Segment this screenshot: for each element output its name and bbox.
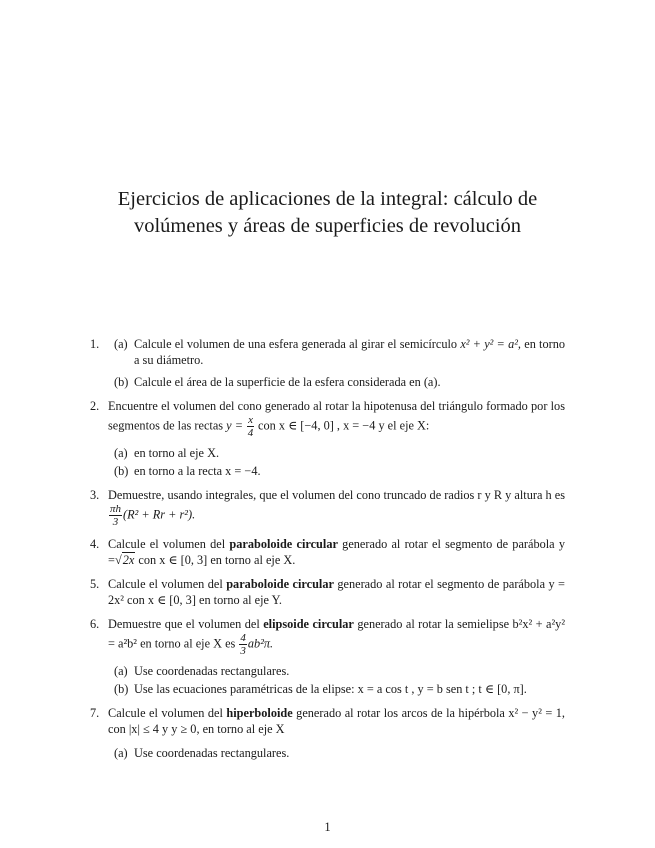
exercise-6a: [108, 663, 565, 679]
exercise-text: generado al rotar el segmento de parábola y = 2x² con x ∈ [0, 3] en torno al eje Y.: [108, 577, 565, 607]
exercise-number: 7.: [90, 706, 100, 720]
title-line-1: Ejercicios de aplicaciones de la integral: cálculo de: [117, 188, 538, 210]
exercise-text: Encuentre el volumen del cono generado al rotar la hipotenusa del triángulo formado por los segmentos de las rectas: [108, 399, 565, 433]
bold-term: paraboloide circular: [226, 577, 334, 591]
exercise-text: Demuestre, usando integrales, que el volumen del cono truncado de radios r y R y altura h es: [108, 488, 565, 502]
exercise-2b: [108, 463, 565, 479]
fraction: [109, 503, 122, 528]
fraction: [239, 632, 247, 657]
sqrt-argument: 2x: [122, 553, 135, 567]
exercise-text: en torno a su diámetro.: [134, 337, 566, 367]
exercise-number: 6.: [90, 617, 100, 631]
math-expression: ab²π.: [247, 636, 274, 651]
sub-label: (a): [114, 664, 128, 678]
exercise-number: 3.: [90, 488, 100, 502]
sub-label: (b): [114, 682, 129, 696]
exercise-text: con x ∈ [−4, 0] , x = −4 y el eje X:: [258, 418, 430, 433]
exercise-text: Calcule el volumen del: [108, 577, 223, 591]
exercise-6b: [108, 681, 565, 697]
exercise-list: [90, 336, 565, 769]
exercise-text: generado al rotar la semielipse b²x² + a²y² = a²b² en torno al eje X es: [108, 617, 566, 651]
exercise-text: Calcule el volumen de una esfera generada al girar el semicírculo: [134, 337, 458, 351]
exercise-4: [90, 536, 565, 568]
bold-term: elipsoide circular: [263, 617, 354, 631]
math-expression: x² + y² = a²,: [460, 337, 521, 351]
exercise-6: [90, 616, 565, 697]
exercise-text: Use coordenadas rectangulares.: [134, 746, 290, 760]
exercise-text: Calcule el área de la superficie de la esfera considerada en (a).: [134, 375, 441, 389]
exercise-1b: [108, 374, 565, 390]
sub-label: (b): [114, 375, 129, 389]
fraction-denominator: 4: [247, 427, 254, 439]
exercise-3: [90, 487, 565, 528]
exercise-text: generado al rotar los arcos de la hipérbola x² − y² = 1, con |x| ≤ 4 y y ≥ 0, en torno al eje X: [108, 706, 565, 736]
exercise-2: [90, 398, 565, 479]
fraction-denominator: 3: [240, 645, 246, 657]
exercise-number: 2.: [90, 399, 100, 413]
exercise-text: con x ∈ [0, 3] en torno al eje X.: [138, 553, 296, 567]
fraction-numerator: 4: [240, 632, 246, 644]
document-title: [60, 186, 595, 240]
page-number: 1: [324, 820, 331, 834]
exercise-5: [90, 576, 565, 608]
bold-term: paraboloide circular: [229, 537, 338, 551]
sub-label: (a): [114, 746, 128, 760]
fraction-denominator: 3: [112, 516, 119, 528]
exercise-text: Use coordenadas rectangulares.: [134, 664, 290, 678]
sqrt-symbol: √: [114, 553, 122, 567]
bold-term: hiperboloide: [226, 706, 293, 720]
exercise-7a: [108, 745, 565, 761]
exercise-text: Demuestre que el volumen del: [108, 617, 260, 631]
exercise-2a: [108, 445, 565, 461]
sub-label: (b): [114, 464, 129, 478]
exercise-number: 5.: [90, 577, 100, 591]
sub-label: (a): [114, 337, 128, 351]
exercise-text: generado al rotar el segmento de parábola y =: [108, 537, 565, 567]
exercise-text: en torno al eje X.: [134, 446, 220, 460]
title-line-2: volúmenes y áreas de superficies de revolución: [133, 215, 522, 237]
fraction: [247, 414, 254, 439]
math-expression: y =: [226, 418, 243, 433]
exercise-number: 4.: [90, 537, 100, 551]
exercise-text: Calcule el volumen del: [108, 537, 226, 551]
exercise-1a: [108, 336, 565, 368]
exercise-text: Use las ecuaciones paramétricas de la elipse: x = a cos t , y = b sen t ; t ∈ [0, π].: [134, 682, 527, 696]
exercise-text: Calcule el volumen del: [108, 706, 223, 720]
exercise-number: 1.: [90, 337, 100, 351]
math-expression: (R² + Rr + r²).: [123, 507, 196, 522]
fraction-numerator: πh: [110, 503, 122, 515]
fraction-numerator: x: [248, 414, 253, 426]
exercise-text: en torno a la recta x = −4.: [134, 464, 261, 478]
exercise-1: [90, 336, 565, 390]
exercise-7: [90, 705, 565, 761]
sub-label: (a): [114, 446, 128, 460]
